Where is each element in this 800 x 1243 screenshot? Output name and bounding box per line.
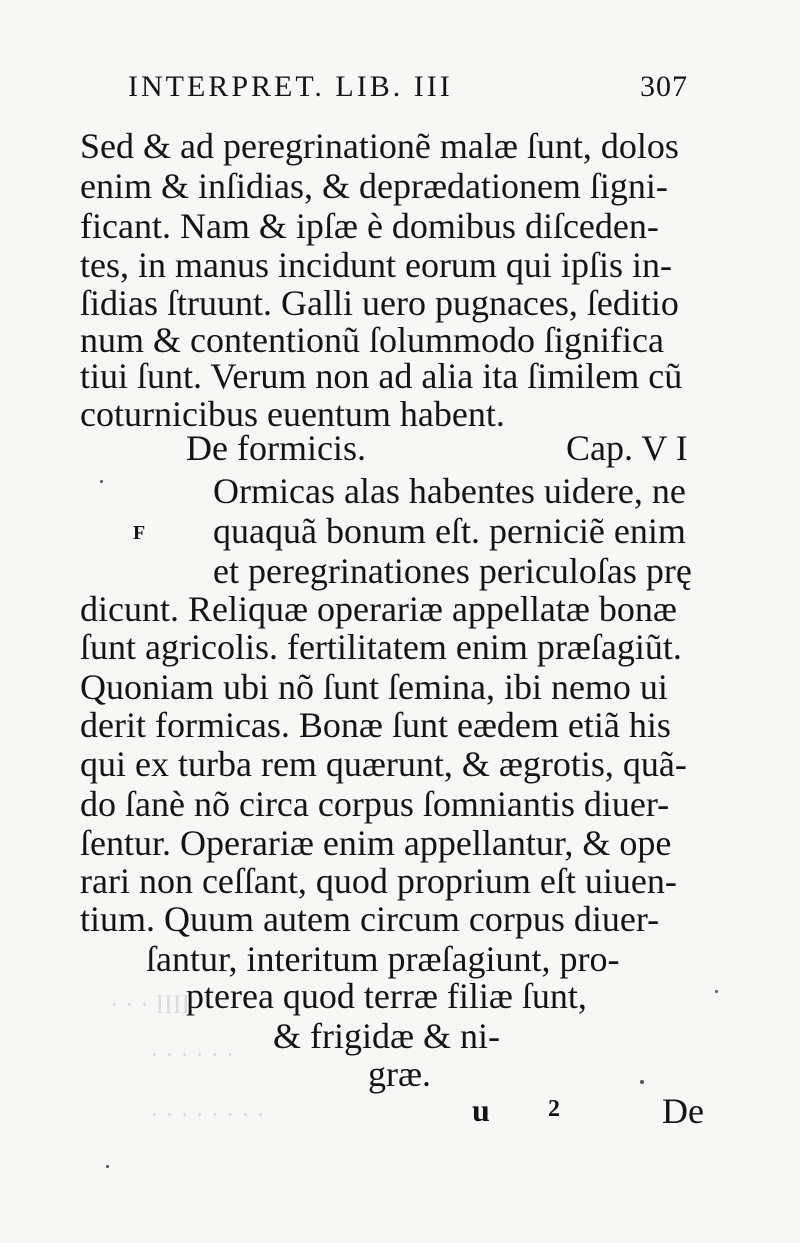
signature-mark: u [472,1092,490,1128]
chapter-number: Cap. V I [566,428,688,468]
text-line: ſunt agricolis. fertilitatem enim præſagiũt. [80,627,682,667]
text-line: qui ex turba rem quærunt, & ægrotis, quã- [80,744,687,784]
ink-speck [100,480,103,483]
page-number: 307 [640,70,688,103]
catchword: De [662,1091,704,1131]
chapter-title: De formicis. [186,428,366,468]
text-line: coturnicibus euentum habent. [80,394,505,434]
ink-speck [640,1080,644,1084]
text-line: Quoniam ubi nõ ſunt ſemina, ibi nemo ui [80,667,668,707]
text-line: Ormicas alas habentes uidere, ne [213,471,686,511]
text-line: tiui ſunt. Verum non ad alia ita ſimilem cũ [80,356,683,396]
text-line: rari non ceſſant, quod proprium eſt uiuen- [80,861,677,901]
margin-letter: F [133,522,146,544]
show-through-text: · · · · · · · · [150,1100,265,1129]
ink-speck [715,990,718,993]
text-line: dicunt. Reliquæ operariæ appellatæ bonæ [80,589,677,629]
running-header [128,70,688,110]
text-line: & frigidæ & ni- [273,1016,500,1056]
text-line: quaquã bonum eſt. perniciẽ enim [213,511,686,551]
ink-speck [106,1165,109,1168]
text-line: pterea quod terræ filiæ ſunt, [186,976,587,1016]
text-line: ſentur. Operariæ enim appellantur, & ope [80,823,672,863]
show-through-text: IIII · · · [110,990,191,1019]
text-line: et peregrinationes periculoſas prę [213,551,692,591]
text-line: græ. [368,1054,431,1094]
text-line: num & contentionũ ſolummodo ſignifica [80,320,664,360]
text-line: ſidias ſtruunt. Galli uero pugnaces, ſeditio [80,283,679,323]
text-line: Sed & ad peregrinationẽ malæ ſunt, dolos [80,126,679,166]
text-line: derit formicas. Bonæ ſunt eædem etiã his [80,705,671,745]
running-title: INTERPRET. LIB. III [128,70,453,103]
text-line: enim & inſidias, & deprædationem ſigni- [80,166,668,206]
text-line: ficant. Nam & ipſæ è domibus diſceden- [80,206,659,246]
text-line: tes, in manus incidunt eorum qui ipſis in- [80,245,672,285]
show-through-text: · · · · · · [150,1040,235,1069]
text-line: ſantur, interitum præſagiunt, pro- [146,939,620,979]
signature-number: 2 [548,1096,560,1122]
text-line: do ſanè nõ circa corpus ſomniantis diuer- [80,784,670,824]
text-line: tium. Quum autem circum corpus diuer- [80,899,660,939]
